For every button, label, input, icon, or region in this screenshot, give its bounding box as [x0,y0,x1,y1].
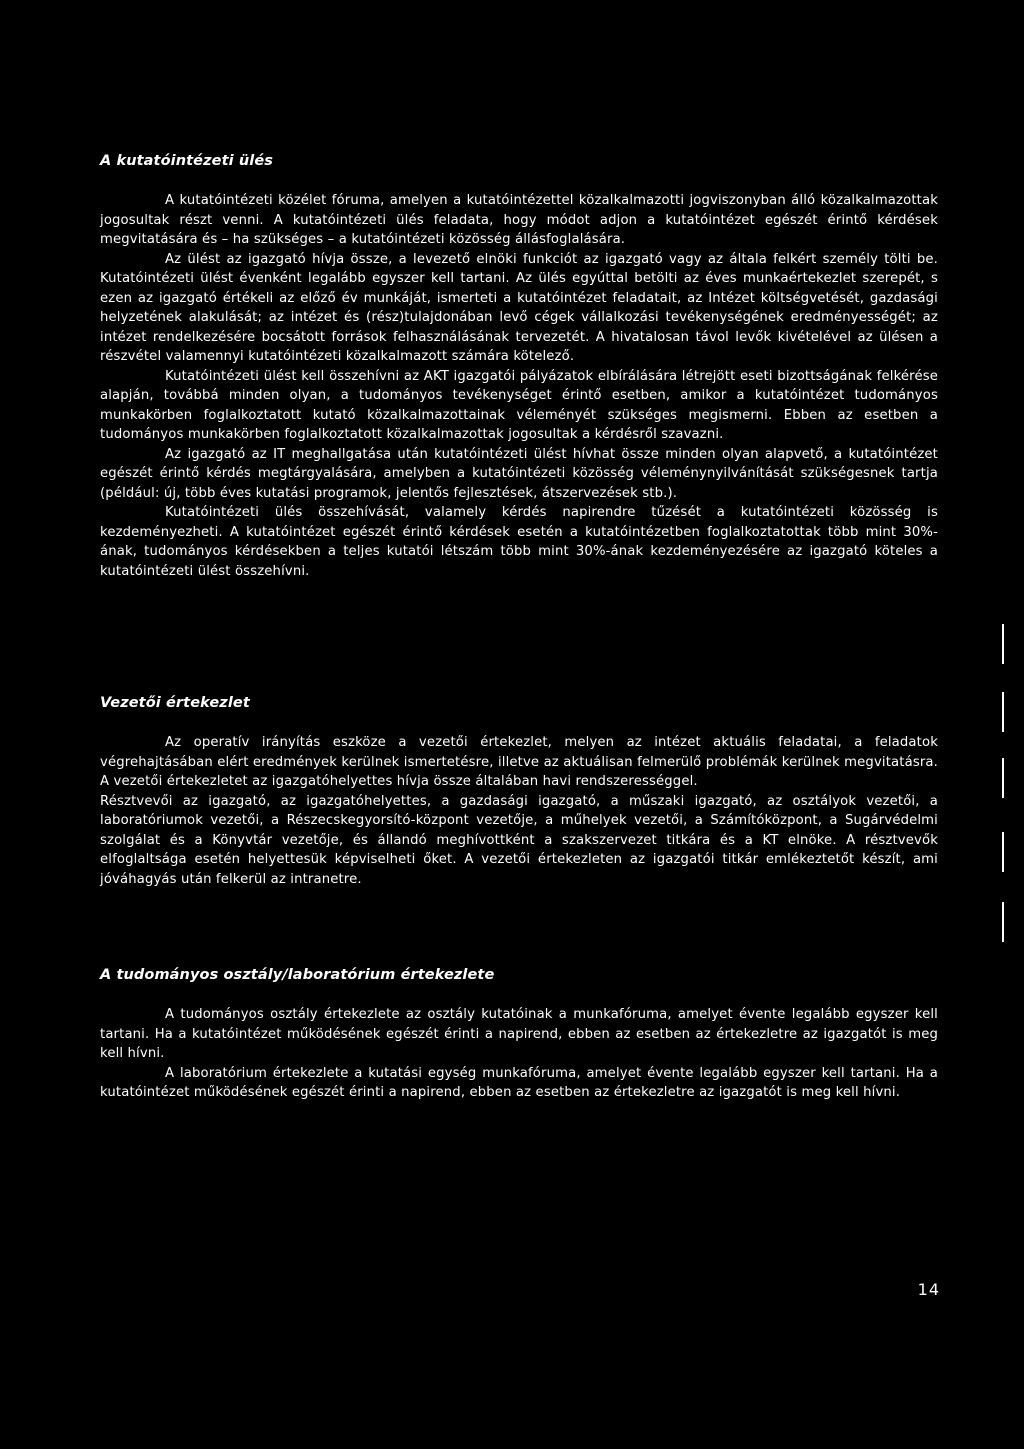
paragraph: Kutatóintézeti ülést kell összehívni az AKT igazgatói pályázatok elbírálására létrejött eseti bizottságának felkérése alapján, továbbá minden olyan, a tudományos tevékenységet érintő esetben, amikor a kutatóintézet tudományos munkakörben foglalkoztatott kutató közalkalmazottainak véleményét szükséges megismerni. Ebben az esetben a tudományos munkakörben foglalkoztatott közalkalmazottak jogosultak a kérdésről szavazni. [100,368,938,442]
margin-change-bar [1002,624,1004,664]
section-heading: Vezetői értekezlet [100,695,250,711]
paragraph: Az ülést az igazgató hívja össze, a levezető elnöki funkciót az igazgató vagy az általa felkért személy tölti be. Kutatóintézeti ülést évenként legalább egyszer kell tartani. Az ülés egyúttal betölti az éves munkaértekezlet szerepét, s ezen az igazgató értékeli az előző év munkáját, ismerteti a kutatóintézet feladatait, az Intézet költségvetését, gazdasági helyzetének alakulását; az intézet és (rész)tulajdonában levő cégek vállalkozási tevékenységének eredményességét; az intézet rendelkezésére bocsátott források felhasználásának tervezetét. A hivatalosan távol levők kivételével az ülésen a részvétel valamennyi kutatóintézeti közalkalmazott számára kötelező. [100,251,938,364]
section-kutatointezeti-ules [100,152,938,581]
paragraph: A laboratórium értekezlete a kutatási egység munkafóruma, amelyet évente legalább egyszer kell tartani. Ha a kutatóintézet működésének egészét érinti a napirend, ebben az esetben az értekezletre az igazgatót is meg kell hívni. [100,1065,938,1100]
section-heading: A kutatóintézeti ülés [100,153,273,169]
paragraph: A kutatóintézeti közélet fóruma, amelyen a kutatóintézettel közalkalmazotti jogviszonyban álló közalkalmazottak jogosultak részt venni. A kutatóintézeti ülés feladata, hogy módot adjon a kutatóintézet egészét érintő kérdések megvitatására és – ha szükséges – a kutatóintézeti közösség állásfoglalására. [100,193,938,247]
section-heading: A tudományos osztály/laboratórium értekezlete [100,967,495,983]
margin-change-bar [1002,758,1004,798]
paragraph: Résztvevői az igazgató, az igazgatóhelyettes, a gazdasági igazgató, a műszaki igazgató, az osztályok vezetői, a laboratóriumok vezetői, a Részecskegyorsító-központ vezetője, a műhelyek vezetői, a Számítóközpont, a Sugárvédelmi szolgálat és a Könyvtár vezetője, és állandó meghívottként a szakszervezet titkára és a KT elnöke. A résztvevők elfoglaltsága esetén helyettesük képviselheti őket. A vezetői értekezleten az igazgatói titkár emlékeztetőt készít, ami jóváhagyás után felkerül az intranetre. [100,793,938,887]
paragraph: Kutatóintézeti ülés összehívását, valamely kérdés napirendre tűzését a kutatóintézeti közösség is kezdeményezheti. A kutatóintézet egészét érintő kérdések esetén a kutatóintézetben foglalkoztatottak több mint 30%-ának, tudományos kérdésekben a teljes kutatói létszám több mint 30%-ának kezdeményezésére az igazgató köteles a kutatóintézeti ülést összehívni. [100,505,938,579]
margin-change-bar [1002,902,1004,942]
section-vezetoi-ertekezlet [100,694,938,889]
document-page [100,0,938,1449]
paragraph: Az operatív irányítás eszköze a vezetői értekezlet, melyen az intézet aktuális feladatai, a feladatok végrehajtásában elért eredmények kerülnek ismertetésre, illetve az aktuálisan felmerülő problémák kerülnek megvitatásra. A vezetői értekezletet az igazgatóhelyettes hívja össze általában havi rendszerességgel. [100,735,938,789]
margin-change-bar [1002,692,1004,732]
paragraph: A tudományos osztály értekezlete az osztály kutatóinak a munkafóruma, amelyet évente legalább egyszer kell tartani. Ha a kutatóintézet működésének egészét érinti a napirend, ebben az esetben az értekezletre az igazgatót is meg kell hívni. [100,1007,938,1061]
page-number: 14 [917,1280,940,1299]
section-osztaly-laboratorium-ertekezlet [100,966,938,1103]
margin-change-bar [1002,832,1004,872]
paragraph: Az igazgató az IT meghallgatása után kutatóintézeti ülést hívhat össze minden olyan alapvető, a kutatóintézet egészét érintő kérdés megtárgyalására, amelyben a kutatóintézeti közösség véleménynyilvánítását szükségesnek tartja (például: új, több éves kutatási programok, jelentős fejlesztések, átszervezések stb.). [100,446,938,501]
